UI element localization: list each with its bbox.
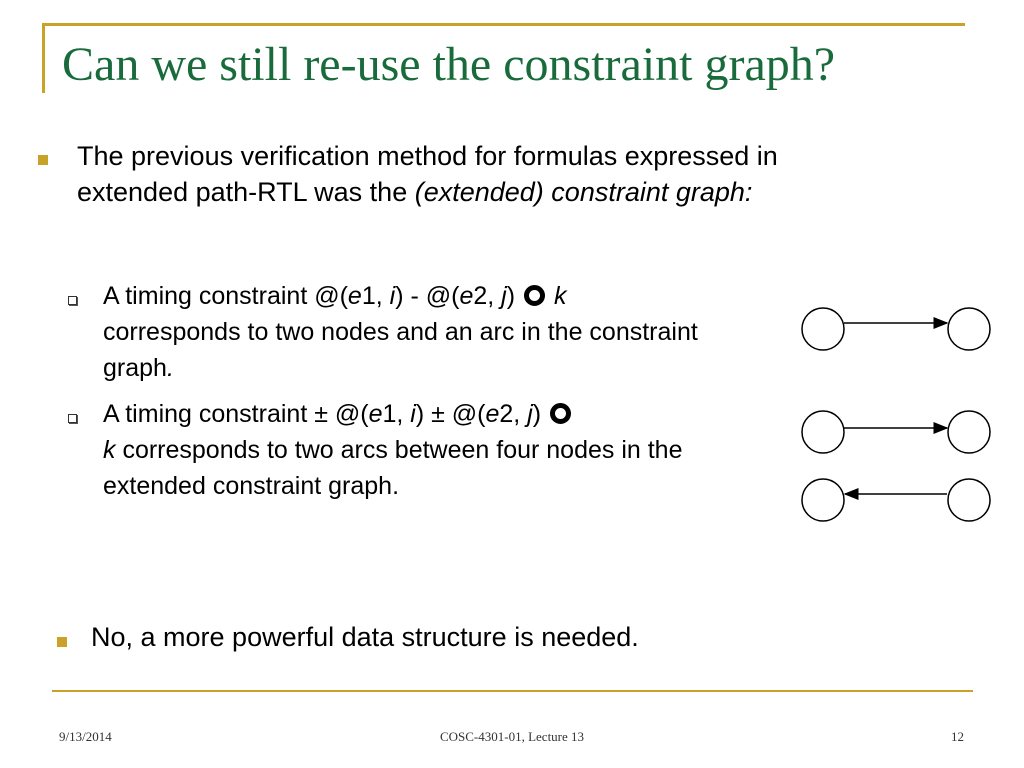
graph-arc-1 [802, 308, 990, 350]
sub2-i: i [410, 400, 416, 428]
sub1-text: A timing constraint @( [103, 282, 348, 310]
sub2-text: ) [532, 400, 549, 428]
sub-bullet-text-timing-constraint-2 [103, 396, 753, 504]
constraint-graph-diagram [790, 290, 1000, 530]
sub1-text: 1, [361, 282, 390, 310]
footer-page-number: 12 [951, 729, 964, 744]
bullet1-line1: The previous verification method for formulas expressed in [77, 141, 778, 171]
graph-arc-3 [802, 479, 990, 521]
bullet-text-verification-method [77, 138, 1007, 210]
graph-node [802, 308, 844, 350]
sub2-e2: e [485, 400, 500, 428]
sub1-text: 2, [473, 282, 502, 310]
sub1-text: ) - @( [395, 282, 460, 310]
sub2-k: k [103, 436, 116, 464]
sub2-text: A timing constraint ± @( [103, 400, 369, 428]
sub1-rest: corresponds to two nodes and an arc in the constraint graph [103, 318, 698, 382]
graph-node [802, 411, 844, 453]
graph-node [948, 308, 990, 350]
sub2-rest: corresponds to two arcs between four nodes in the extended constraint graph. [103, 436, 683, 500]
sub1-j: j [501, 282, 507, 310]
footer-date: 9/13/2014 [59, 729, 112, 744]
bullet-square-icon [38, 155, 48, 165]
sub-bullet-square-icon [68, 296, 77, 305]
bullet-text-conclusion: No, a more powerful data structure is needed. [91, 622, 639, 652]
footer-course: COSC-4301-01, Lecture 13 [439, 729, 585, 744]
sub2-text: ) ± @( [415, 400, 486, 428]
bullet1-line2-italic: (extended) constraint graph: [414, 177, 753, 207]
sub-bullet-square-icon [68, 414, 77, 423]
circle-bullet-icon [550, 403, 571, 424]
sub2-j: j [527, 400, 533, 428]
graph-node [802, 479, 844, 521]
sub2-text: 2, [499, 400, 528, 428]
slide-title: Can we still re-use the constraint graph? [62, 38, 836, 91]
bullet-square-icon [57, 637, 67, 647]
sub-bullet-text-timing-constraint-1 [103, 278, 763, 386]
sub1-e1: e [347, 282, 362, 310]
circle-bullet-icon [524, 285, 545, 306]
sub1-i: i [389, 282, 396, 310]
sub2-e1: e [368, 400, 383, 428]
sub1-e2: e [459, 282, 474, 310]
title-frame-top-line [42, 23, 965, 26]
sub1-text: ) [506, 282, 522, 310]
bullet1-line2-prefix: extended path-RTL was the [77, 177, 415, 207]
title-frame-left-line [42, 23, 45, 93]
footer-divider [52, 690, 973, 692]
graph-node [948, 479, 990, 521]
graph-node [948, 411, 990, 453]
graph-arc-2 [802, 411, 990, 453]
sub1-k: k [553, 282, 567, 310]
sub1-end: . [166, 354, 174, 382]
sub2-text: 1, [382, 400, 411, 428]
